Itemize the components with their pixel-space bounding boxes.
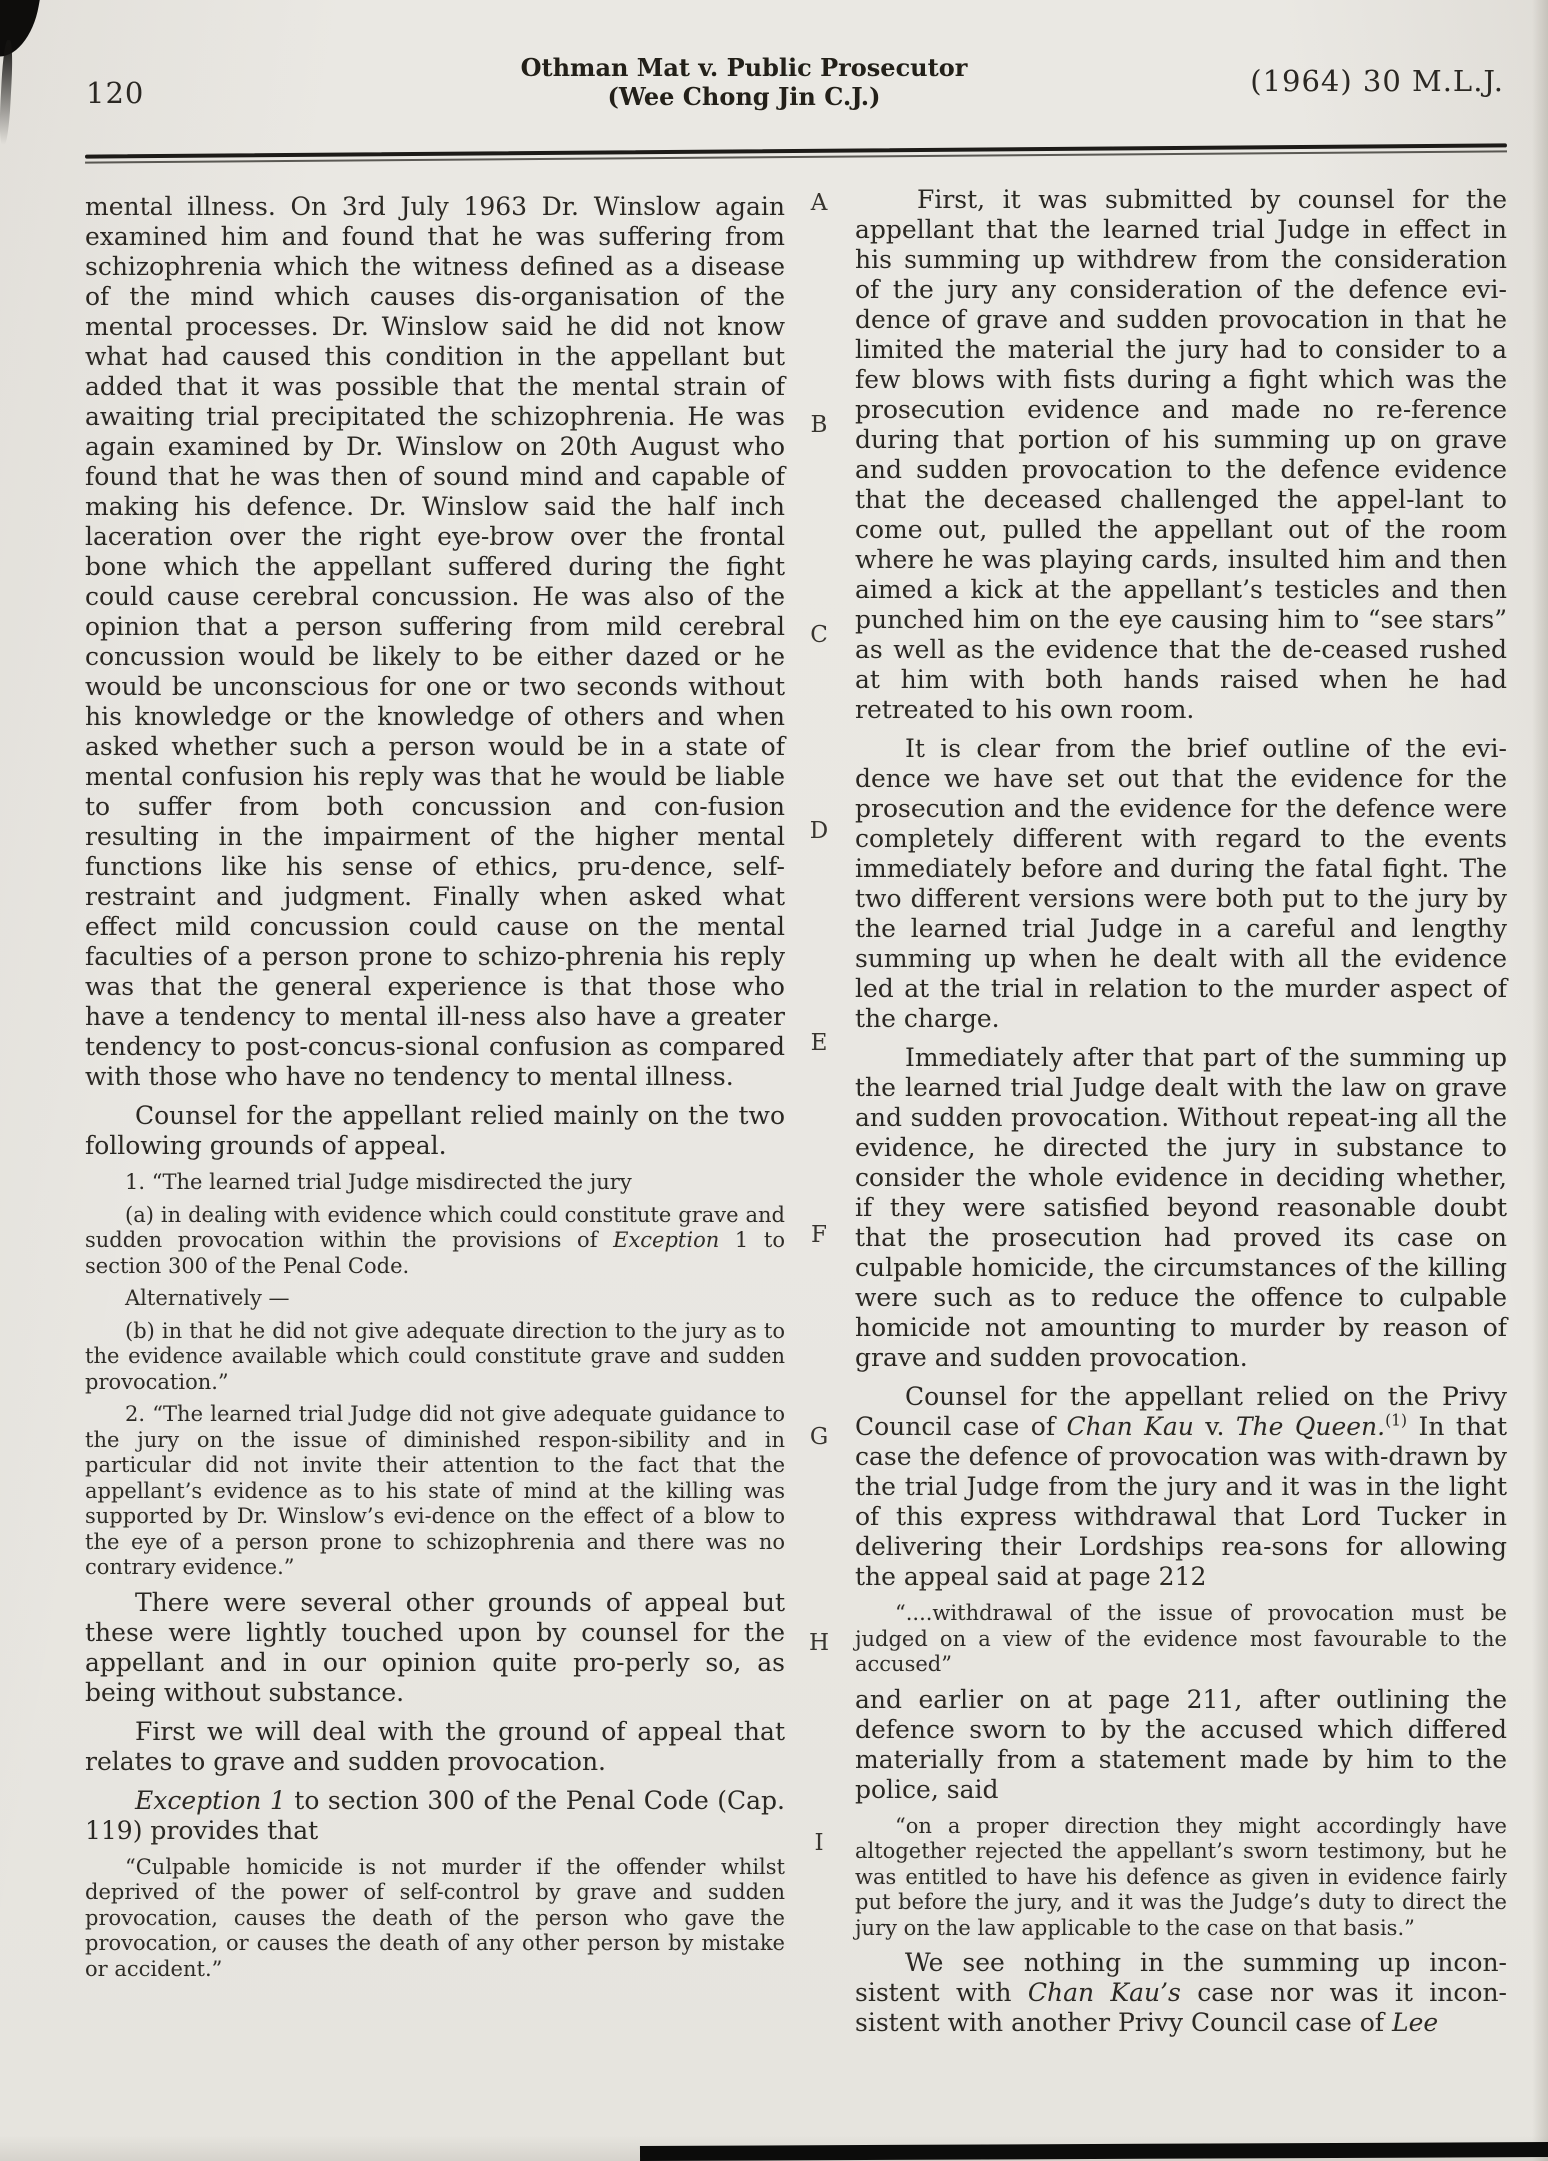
margin-letter-d: D [809, 818, 829, 844]
page-number: 120 [86, 76, 145, 110]
paragraph: and earlier on at page 211, after outlining the defence sworn to by the accused which differed materially from a statement made by him to the police, said [855, 1684, 1507, 1804]
volume-citation: (1964) 30 M.L.J. [1250, 64, 1504, 98]
statute-quote: “Culpable homicide is not murder if the offender whilst deprived of the power of self-control by grave and sudden provocation, causes the death of the person who gave the provocation, or causes the death of any other person by mistake or accident.” [85, 1854, 785, 1981]
paragraph: Exception 1 to section 300 of the Penal Code (Cap. 119) provides that [85, 1785, 785, 1845]
paragraph: Counsel for the appellant relied mainly on the two following grounds of appeal. [85, 1101, 785, 1160]
judge-line: (Wee Chong Jin C.J.) [607, 82, 881, 111]
case-quote-page-212: “....withdrawal of the issue of provocation must be judged on a view of the evidence most favourable to the accused” [855, 1601, 1507, 1676]
paragraph: First we will deal with the ground of appeal that relates to grave and sudden provocation. [85, 1716, 785, 1776]
right-column [855, 185, 1507, 2038]
margin-letter-f: F [811, 1222, 827, 1248]
ground-of-appeal-1: 1. “The learned trial Judge misdirected the jury [125, 1170, 632, 1194]
running-head [374, 53, 1114, 111]
margin-letter-c: C [810, 622, 828, 648]
ground-1a: (a) in dealing with evidence which could constitute grave and sudden provocation within the provisions of Exception 1 to section 300 of the Penal Code. [85, 1202, 786, 1278]
margin-letter-h: H [808, 1630, 830, 1656]
paragraph: We see nothing in the summing up incon-sistent with Chan Kau’s case nor was it incon-sistent with another Privy Council case of Lee [855, 1948, 1507, 2037]
ground-alternative: Alternatively — [125, 1286, 290, 1310]
margin-letter-e: E [810, 1030, 828, 1056]
margin-letter-i: I [814, 1830, 824, 1856]
margin-letter-g: G [809, 1424, 829, 1450]
ground-of-appeal-2: 2. “The learned trial Judge did not give adequate guidance to the jury on the issue of diminished respon-sibility and in particular did not invite their attention to the fact that the appellant’s evidence as to his state of mind at the killing was supported by Dr. Winslow’s evi-dence on the effect of a blow to the eye of a person prone to schizophrenia and there was no contrary evidence.” [85, 1402, 785, 1579]
margin-letter-b: B [810, 412, 828, 438]
header-rule [85, 143, 1507, 163]
paragraph: mental illness. On 3rd July 1963 Dr. Winslow again examined him and found that he was suffering from schizophrenia which the witness defined as a disease of the mind which causes dis-organisation of the mental processes. Dr. Winslow said he did not know what had caused this condition in the appellant but added that it was possible that the mental strain of awaiting trial precipitated the schizophrenia. He was again examined by Dr. Winslow on 20th August who found that he was then of sound mind and capable of making his defence. Dr. Winslow said the half inch laceration over the right eye-brow over the frontal bone which the appellant suffered during the fight could cause cerebral concussion. He was also of the opinion that a person suffering from mild cerebral concussion would be likely to be either dazed or he would be unconscious for one or two seconds without his knowledge or the knowledge of others and when asked whether such a person would be in a state of mental confusion his reply was that he would be liable to suffer from both concussion and con-fusion resulting in the impairment of the higher mental functions like his sense of ethics, pru-dence, self-restraint and judgment. Finally when asked what effect mild concussion could cause on the mental faculties of a person prone to schizo-phrenia his reply was that the general experience is that those who have a tendency to mental ill-ness also have a greater tendency to post-concus-sional confusion as compared with those who have no tendency to mental illness. [85, 192, 785, 1091]
margin-letter-a: A [810, 190, 828, 216]
page-edge-shadow-right [1532, 0, 1548, 2161]
paragraph: First, it was submitted by counsel for the appellant that the learned trial Judge in effect in his summing up withdrew from the consideration of the jury any consideration of the defence evi-dence of grave and sudden provocation in that he limited the material the jury had to consider to a few blows with fists during a fight which was the prosecution evidence and made no re-ference during that portion of his summing up on grave and sudden provocation to the defence evidence that the deceased challenged the appel-lant to come out, pulled the appellant out of the room where he was playing cards, insulted him and then aimed a kick at the appellant’s testicles and then punched him on the eye causing him to “see stars” as well as the evidence that the de-ceased rushed at him with both hands raised when he had retreated to his own room. [855, 185, 1507, 724]
paragraph: Immediately after that part of the summing up the learned trial Judge dealt with the law on grave and sudden provocation. Without repeat-ing all the evidence, he directed the jury in substance to consider the whole evidence in deciding whether, if they were satisfied beyond reasonable doubt that the prosecution had proved its case on culpable homicide, the circumstances of the killing were such as to reduce the offence to culpable homicide not amounting to murder by reason of grave and sudden provocation. [855, 1043, 1507, 1372]
paragraph: It is clear from the brief outline of the evi-dence we have set out that the evidence for the prosecution and the evidence for the defence were completely different with regard to the events immediately before and during the fatal fight. The two different versions were both put to the jury by the learned trial Judge in a careful and lengthy summing up when he dealt with all the evidence led at the trial in relation to the murder aspect of the charge. [855, 734, 1507, 1033]
left-column [85, 192, 785, 1982]
case-title: Othman Mat v. Public Prosecutor [520, 53, 968, 82]
ground-1b: (b) in that he did not give adequate direction to the jury as to the evidence available which could constitute grave and sudden provocation.” [85, 1318, 785, 1394]
case-quote-page-211: “on a proper direction they might accordingly have altogether rejected the appellant’s sworn testimony, but he was entitled to have his defence as given in evidence fairly put before the jury, and it was the Judge’s duty to direct the jury on the law applicable to the case on that basis.” [855, 1813, 1507, 1940]
paragraph: There were several other grounds of appeal but these were lightly touched upon by counsel for the appellant and in our opinion quite pro-perly so, as being without substance. [85, 1587, 785, 1707]
paragraph: Counsel for the appellant relied on the Privy Council case of Chan Kau v. The Queen.$^{(1)}$ In that case the defence of provocation was with-drawn by the trial Judge from the jury and it was in the light of this express withdrawal that Lord Tucker in delivering their Lordships rea-sons for allowing the appeal said at page 212 [855, 1382, 1507, 1591]
